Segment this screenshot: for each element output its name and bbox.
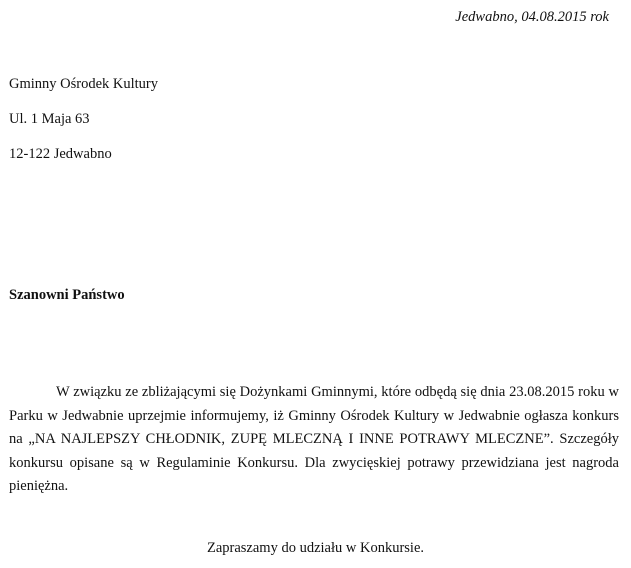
recipient-name: Gminny Ośrodek Kultury [9,76,159,92]
closing-line: Zapraszamy do udziału w Konkursie. [206,540,425,556]
recipient-postal-city: 12-122 Jedwabno [9,146,112,162]
recipient-address [9,76,158,181]
letter-body-paragraph: W związku ze zbliżającymi się Dożynkami Gminnymi, które odbędą się dnia 23.08.2015 roku w Parku w Jedwabnie uprzejmie informujemy, iż Gminny Ośrodek Kultury w Jedwabnie ogłasza konkurs na „NA NAJLEPSZY CHŁODNIK, ZUPĘ MLECZNĄ I INNE POTRAWY MLECZNE”. Szczegóły konkursu opisane są w Regulaminie Konkursu. Dla zwycięskiej potrawy przewidziana jest nagroda pieniężna. [9,384,619,494]
letter-date: Jedwabno, 04.08.2015 rok [455,9,609,25]
salutation: Szanowni Państwo [9,287,125,303]
recipient-street: Ul. 1 Maja 63 [9,111,90,127]
